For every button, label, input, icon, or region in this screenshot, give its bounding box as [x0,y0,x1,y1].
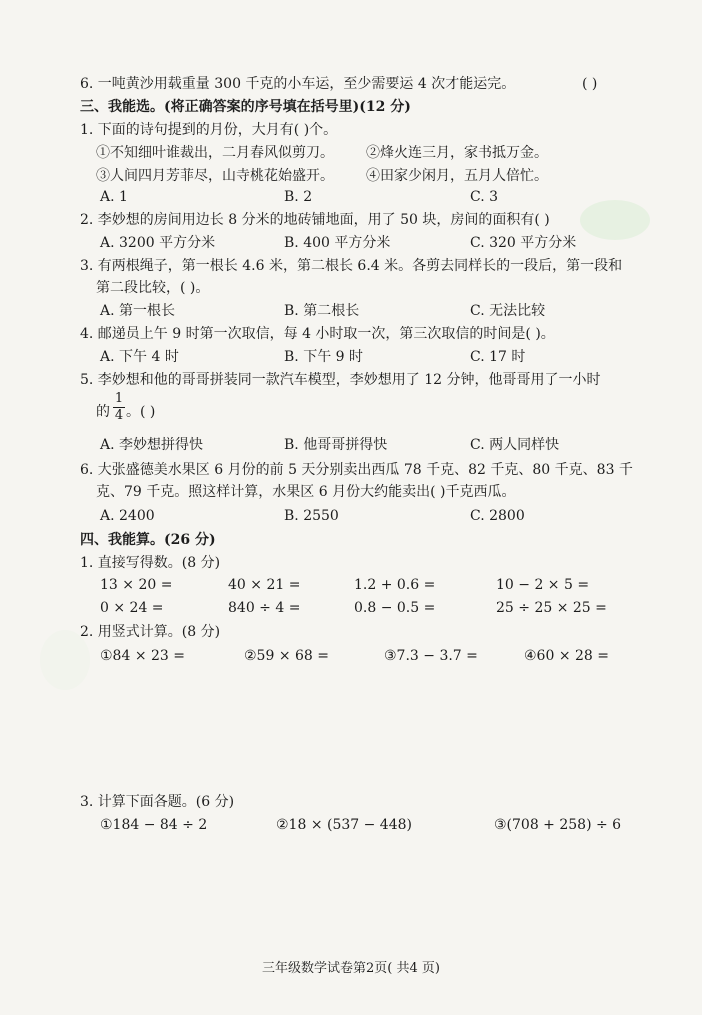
q1-option-a[interactable]: A. 1 [100,189,128,205]
calc-2-item: ②59 × 68 = [244,648,329,664]
calc-1-item: 40 × 21 = [228,577,301,593]
calc-2-title: 2. 用竖式计算。(8 分) [80,624,221,640]
choice-q3-stem: 3. 有两根绳子，第一根长 4.6 米，第二根长 6.4 米。各剪去同样长的一段后，第一段和 [80,258,623,274]
calc-2-item: ①84 × 23 = [100,648,185,664]
calc-3-item: ③(708 + 258) ÷ 6 [494,817,622,833]
q1-poem-3: ③人间四月芳菲尽，山寺桃花始盛开。 [96,168,334,184]
q1-poem-4: ④田家少闲月，五月人倍忙。 [366,168,548,184]
section-title-calculate: 四、我能算。(26 分) [80,532,216,548]
q2-option-b[interactable]: B. 400 平方分米 [284,235,391,251]
calc-1-item: 25 ÷ 25 × 25 = [496,600,607,616]
calc-1-item: 0.8 − 0.5 = [354,600,436,616]
q1-option-c[interactable]: C. 3 [470,189,499,205]
q3-option-c[interactable]: C. 无法比较 [470,303,546,319]
q6-option-c[interactable]: C. 2800 [470,508,525,524]
choice-q3-stem-cont: 第二段比较，( )。 [96,280,210,296]
choice-q5-stem: 5. 李妙想和他的哥哥拼装同一款汽车模型，李妙想用了 12 分钟，他哥哥用了一小时 [80,372,601,388]
calc-1-item: 10 − 2 × 5 = [496,577,590,593]
q1-poem-1: ①不知细叶谁裁出，二月春风似剪刀。 [96,145,334,161]
calc-2-item: ④60 × 28 = [524,648,609,664]
q6-option-b[interactable]: B. 2550 [284,508,339,524]
page-footer: 三年级数学试卷第2页( 共4 页) [262,961,440,976]
q2-option-a[interactable]: A. 3200 平方分米 [100,235,216,251]
q5-option-c[interactable]: C. 两人同样快 [470,437,560,453]
calc-1-item: 840 ÷ 4 = [228,600,301,616]
section-title-choose: 三、我能选。(将正确答案的序号填在括号里)(12 分) [80,99,411,115]
scan-stain [580,200,650,240]
choice-q4-stem: 4. 邮递员上午 9 时第一次取信，每 4 小时取一次，第三次取信的时间是( )。 [80,326,555,342]
q4-option-c[interactable]: C. 17 时 [470,349,526,365]
choice-q6-stem: 6. 大张盛德美水果区 6 月份的前 5 天分别卖出西瓜 78 千克、82 千克、80 千克、83 千 [80,462,633,478]
q5-stem-prefix: 的 [96,404,110,420]
fraction-one-quarter [113,392,125,423]
q3-option-b[interactable]: B. 第二根长 [284,303,360,319]
answer-paren[interactable]: ( ) [582,76,598,92]
q4-option-b[interactable]: B. 下午 9 时 [284,349,363,365]
q4-option-a[interactable]: A. 下午 4 时 [100,349,179,365]
q3-option-a[interactable]: A. 第一根长 [100,303,176,319]
q5-option-a[interactable]: A. 李妙想拼得快 [100,437,204,453]
q6-option-a[interactable]: A. 2400 [100,508,155,524]
calc-2-item: ③7.3 − 3.7 = [384,648,478,664]
calc-1-item: 13 × 20 = [100,577,173,593]
q5-stem-suffix: 。( ) [126,404,156,420]
judge-question-6: 6. 一吨黄沙用载重量 300 千克的小车运，至少需要运 4 次才能运完。 [80,76,516,92]
q1-poem-2: ②烽火连三月，家书抵万金。 [366,145,548,161]
fraction-denominator: 4 [114,408,124,423]
q1-option-b[interactable]: B. 2 [284,189,313,205]
calc-3-title: 3. 计算下面各题。(6 分) [80,794,235,810]
calc-1-title: 1. 直接写得数。(8 分) [80,555,221,571]
choice-q2-stem: 2. 李妙想的房间用边长 8 分米的地砖铺地面，用了 50 块，房间的面积有( ) [80,212,550,228]
q2-option-c[interactable]: C. 320 平方分米 [470,235,577,251]
fraction-numerator: 1 [114,391,124,406]
q5-option-b[interactable]: B. 他哥哥拼得快 [284,437,388,453]
calc-3-item: ②18 × (537 − 448) [276,817,412,833]
choice-q6-stem-cont: 克、79 千克。照这样计算，水果区 6 月份大约能卖出( )千克西瓜。 [96,484,516,500]
choice-q1-stem: 1. 下面的诗句提到的月份，大月有( )个。 [80,122,338,138]
calc-1-item: 1.2 + 0.6 = [354,577,436,593]
calc-3-item: ①184 − 84 ÷ 2 [100,817,208,833]
calc-1-item: 0 × 24 = [100,600,164,616]
